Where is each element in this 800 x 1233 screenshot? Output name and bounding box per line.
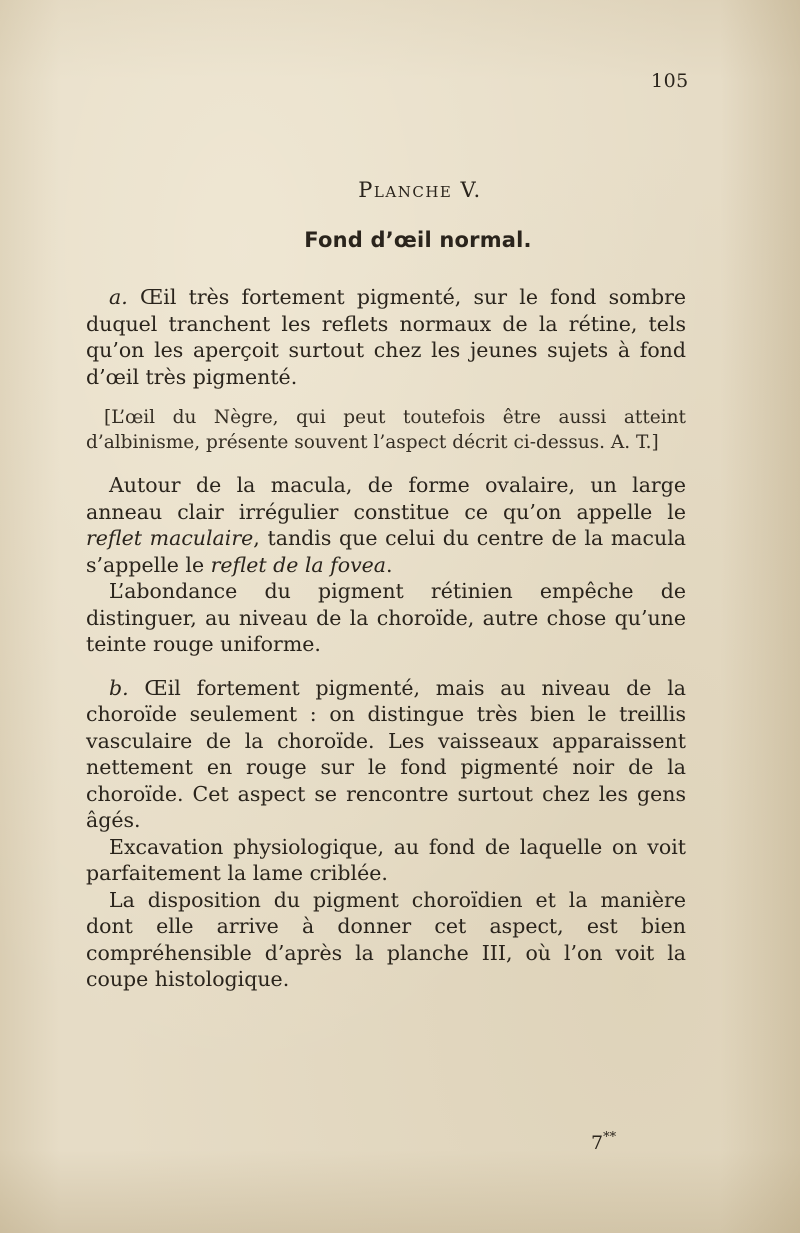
signature-number: 7 bbox=[591, 1132, 604, 1154]
signature-stars: ** bbox=[603, 1130, 617, 1145]
section-a-macula-paragraph bbox=[86, 472, 686, 578]
page-number: 105 bbox=[651, 70, 689, 92]
term-reflet-maculaire: reflet maculaire bbox=[86, 526, 254, 550]
macula-text-start: Autour de la macula, de forme ovalaire, un large anneau clair irrégulier constitue ce qu’on appelle le bbox=[86, 473, 686, 524]
section-a-paragraph bbox=[86, 284, 686, 390]
section-b-marker: b. bbox=[109, 675, 129, 700]
macula-text-end: . bbox=[386, 552, 393, 577]
term-reflet-fovea: reflet de la fovea bbox=[210, 552, 387, 577]
plate-title: Planche V. bbox=[358, 178, 482, 202]
section-a-marker: a. bbox=[109, 285, 128, 309]
signature-mark bbox=[591, 1130, 616, 1154]
section-a-pigment-paragraph: L’abondance du pigment rétinien empêche de distinguer, au niveau de la choroïde, autre chose qu’une teinte rouge uniforme. bbox=[86, 579, 686, 656]
editor-note: [L’œil du Nègre, qui peut toutefois être aussi atteint d’albinisme, présente souvent l’aspect décrit ci-dessus. A. T.] bbox=[86, 407, 686, 453]
section-b-paragraph bbox=[86, 675, 686, 834]
body-text bbox=[86, 284, 686, 993]
macula-text-mid: , tandis que celui du centre de la macula s’appelle le bbox=[86, 526, 686, 577]
plate-subtitle: Fond d’œil normal. bbox=[304, 228, 532, 252]
section-b-excavation-paragraph: Excavation physiologique, au fond de laquelle on voit parfaitement la lame criblée. bbox=[86, 834, 686, 885]
section-b-text: Œil fortement pigmenté, mais au niveau de la choroïde seulement : on distingue très bien le treillis vasculaire de la choroïde. Les vaisseaux apparaissent nettement en rouge sur le fond pigmenté noir de la choroïde. Cet aspect se rencontre surtout chez les gens âgés. bbox=[86, 675, 686, 832]
section-a-text: Œil très fortement pigmenté, sur le fond sombre duquel tranchent les reflets normaux de la rétine, tels qu’on les aperçoit surtout chez les jeunes sujets à fond d’œil très pigmenté. bbox=[86, 285, 686, 389]
section-b-disposition-paragraph: La disposition du pigment choroïdien et la manière dont elle arrive à donner cet aspect, est bien compréhensible d’après la planche III, où l’on voit la coupe histologique. bbox=[86, 887, 686, 991]
